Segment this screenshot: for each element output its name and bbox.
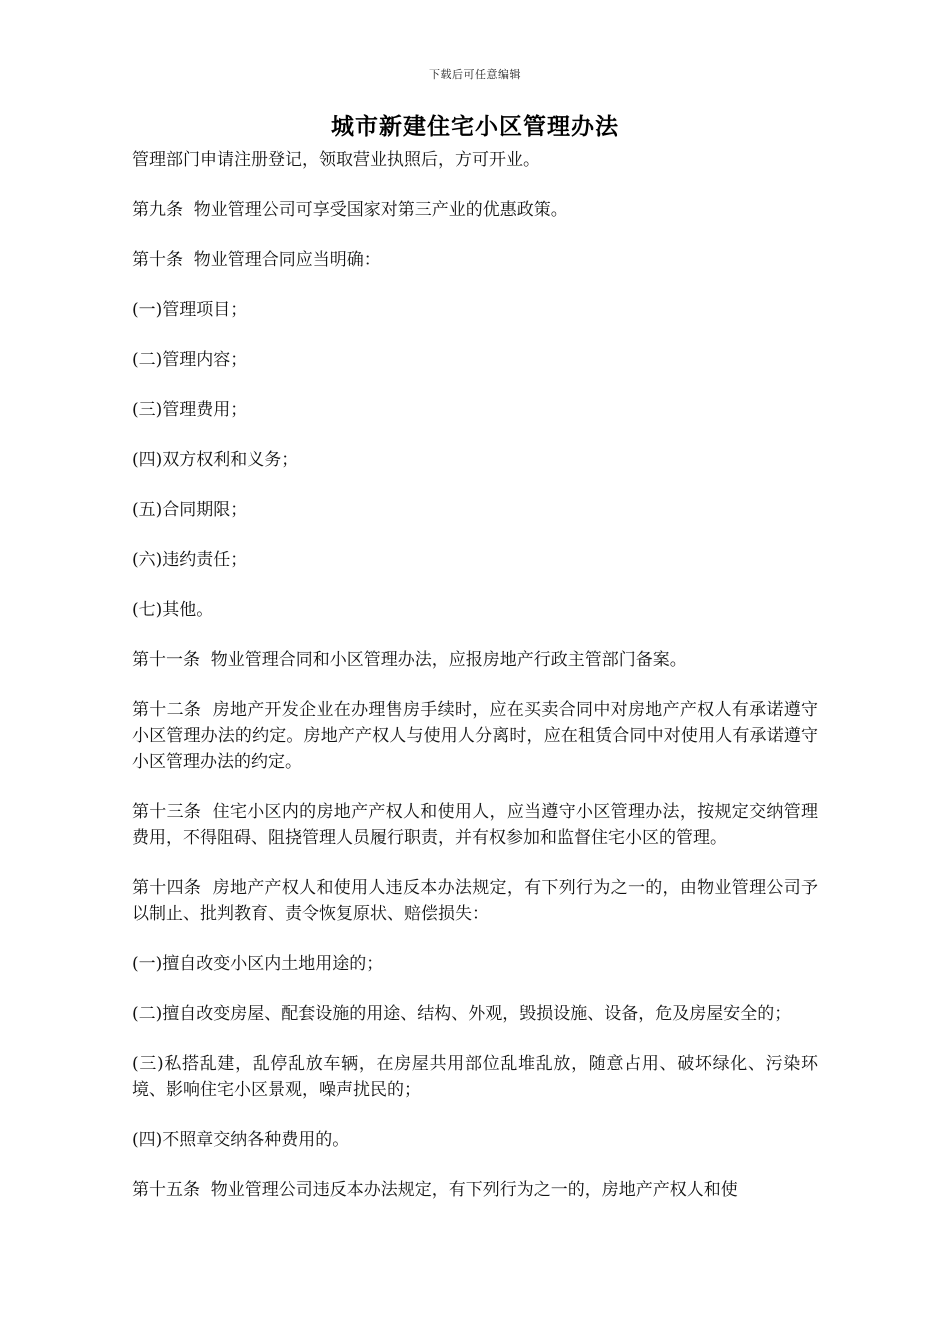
document-body: [132, 147, 818, 1227]
list-item: (一)管理项目；: [132, 300, 248, 320]
paragraph: 第十一条 物业管理合同和小区管理办法，应报房地产行政主管部门备案。: [132, 650, 687, 670]
list-item: (四)不照章交纳各种费用的。: [132, 1130, 350, 1150]
list-item: (六)违约责任；: [132, 550, 248, 570]
list-item: (一)擅自改变小区内土地用途的；: [132, 954, 384, 974]
list-item: (四)双方权利和义务；: [132, 450, 299, 470]
list-item: (三)私搭乱建，乱停乱放车辆，在房屋共用部位乱堆乱放，随意占用、破坏绿化、污染环境、影响住宅小区景观，噪声扰民的；: [132, 1054, 818, 1100]
paragraph: 第十五条 物业管理公司违反本办法规定，有下列行为之一的，房地产产权人和使: [132, 1180, 738, 1200]
paragraph: 第十二条 房地产开发企业在办理售房手续时，应在买卖合同中对房地产产权人有承诺遵守小区管理办法的约定。房地产产权人与使用人分离时，应在租赁合同中对使用人有承诺遵守小区管理办法的约定。: [132, 700, 818, 772]
document-title: 城市新建住宅小区管理办法: [331, 113, 619, 140]
list-item: (二)管理内容；: [132, 350, 248, 370]
list-item: (三)管理费用；: [132, 400, 248, 420]
list-item: (二)擅自改变房屋、配套设施的用途、结构、外观，毁损设施、设备，危及房屋安全的；: [132, 1004, 792, 1024]
header-note: 下载后可任意编辑: [429, 68, 521, 81]
list-item: (七)其他。: [132, 600, 214, 620]
paragraph: 第十四条 房地产产权人和使用人违反本办法规定，有下列行为之一的，由物业管理公司予以制止、批判教育、责令恢复原状、赔偿损失：: [132, 878, 818, 924]
list-item: (五)合同期限；: [132, 500, 248, 520]
paragraph: 第十条 物业管理合同应当明确：: [132, 250, 381, 270]
paragraph: 第十三条 住宅小区内的房地产产权人和使用人，应当遵守小区管理办法，按规定交纳管理费用，不得阻碍、阻挠管理人员履行职责，并有权参加和监督住宅小区的管理。: [132, 802, 818, 848]
paragraph: 第九条 物业管理公司可享受国家对第三产业的优惠政策。: [132, 200, 568, 220]
paragraph: 管理部门申请注册登记，领取营业执照后，方可开业。: [132, 150, 540, 170]
